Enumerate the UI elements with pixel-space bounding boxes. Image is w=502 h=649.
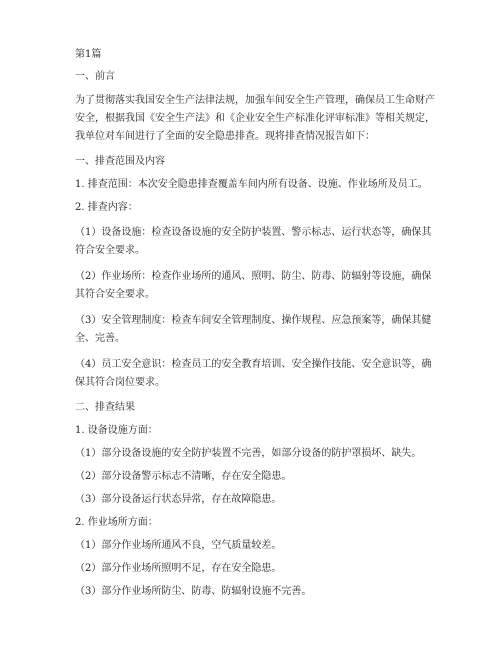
scope-paragraph: 1. 排查范围：本次安全隐患排查覆盖车间内所有设备、设施、作业场所及员工。 xyxy=(75,179,428,190)
equipment-item: （3）部分设备运行状态异常，存在故障隐患。 xyxy=(75,494,282,505)
document-page xyxy=(75,48,435,599)
equipment-item: （1）部分设备设施的安全防护装置不完善，如部分设备的防护罩损坏、缺失。 xyxy=(75,448,422,459)
site-item: （1）部分作业场所通风不良，空气质量较差。 xyxy=(75,540,282,551)
content-item: （1）设备设施：检查设备设施的安全防护装置、警示标志、运行状态等，确保其符合安全要求。 xyxy=(75,227,432,256)
intro-paragraph: 为了贯彻落实我国安全生产法律法规，加强车间安全生产管理，确保员工生命财产安全，根据我国《安全生产法》和《企业安全生产标准化评审标准》等相关规定，我单位对车间进行了全面的安全隐患排查。现将排查情况报告如下： xyxy=(75,95,435,142)
content-item: （4）员工安全意识：检查员工的安全教育培训、安全操作技能、安全意识等，确保其符合岗位要求。 xyxy=(75,359,432,388)
section-heading-scope: 一、排查范围及内容 xyxy=(75,156,165,167)
equipment-heading: 1. 设备设施方面： xyxy=(75,425,158,436)
equipment-item: （2）部分设备警示标志不清晰，存在安全隐患。 xyxy=(75,471,292,482)
page-label: 第1篇 xyxy=(75,49,102,60)
section-heading-results: 二、排查结果 xyxy=(75,402,135,413)
site-item: （3）部分作业场所防尘、防毒、防辐射设施不完善。 xyxy=(75,586,312,597)
content-item: （2）作业场所：检查作业场所的通风、照明、防尘、防毒、防辐射等设施，确保其符合安全要求。 xyxy=(75,271,432,300)
section-heading-preface: 一、前言 xyxy=(75,71,115,82)
site-heading: 2. 作业场所方面： xyxy=(75,517,158,528)
content-item: （3）安全管理制度：检查车间安全管理制度、操作规程、应急预案等，确保其健全、完善。 xyxy=(75,315,432,344)
site-item: （2）部分作业场所照明不足，存在安全隐患。 xyxy=(75,563,282,574)
content-heading: 2. 排查内容： xyxy=(75,202,138,213)
